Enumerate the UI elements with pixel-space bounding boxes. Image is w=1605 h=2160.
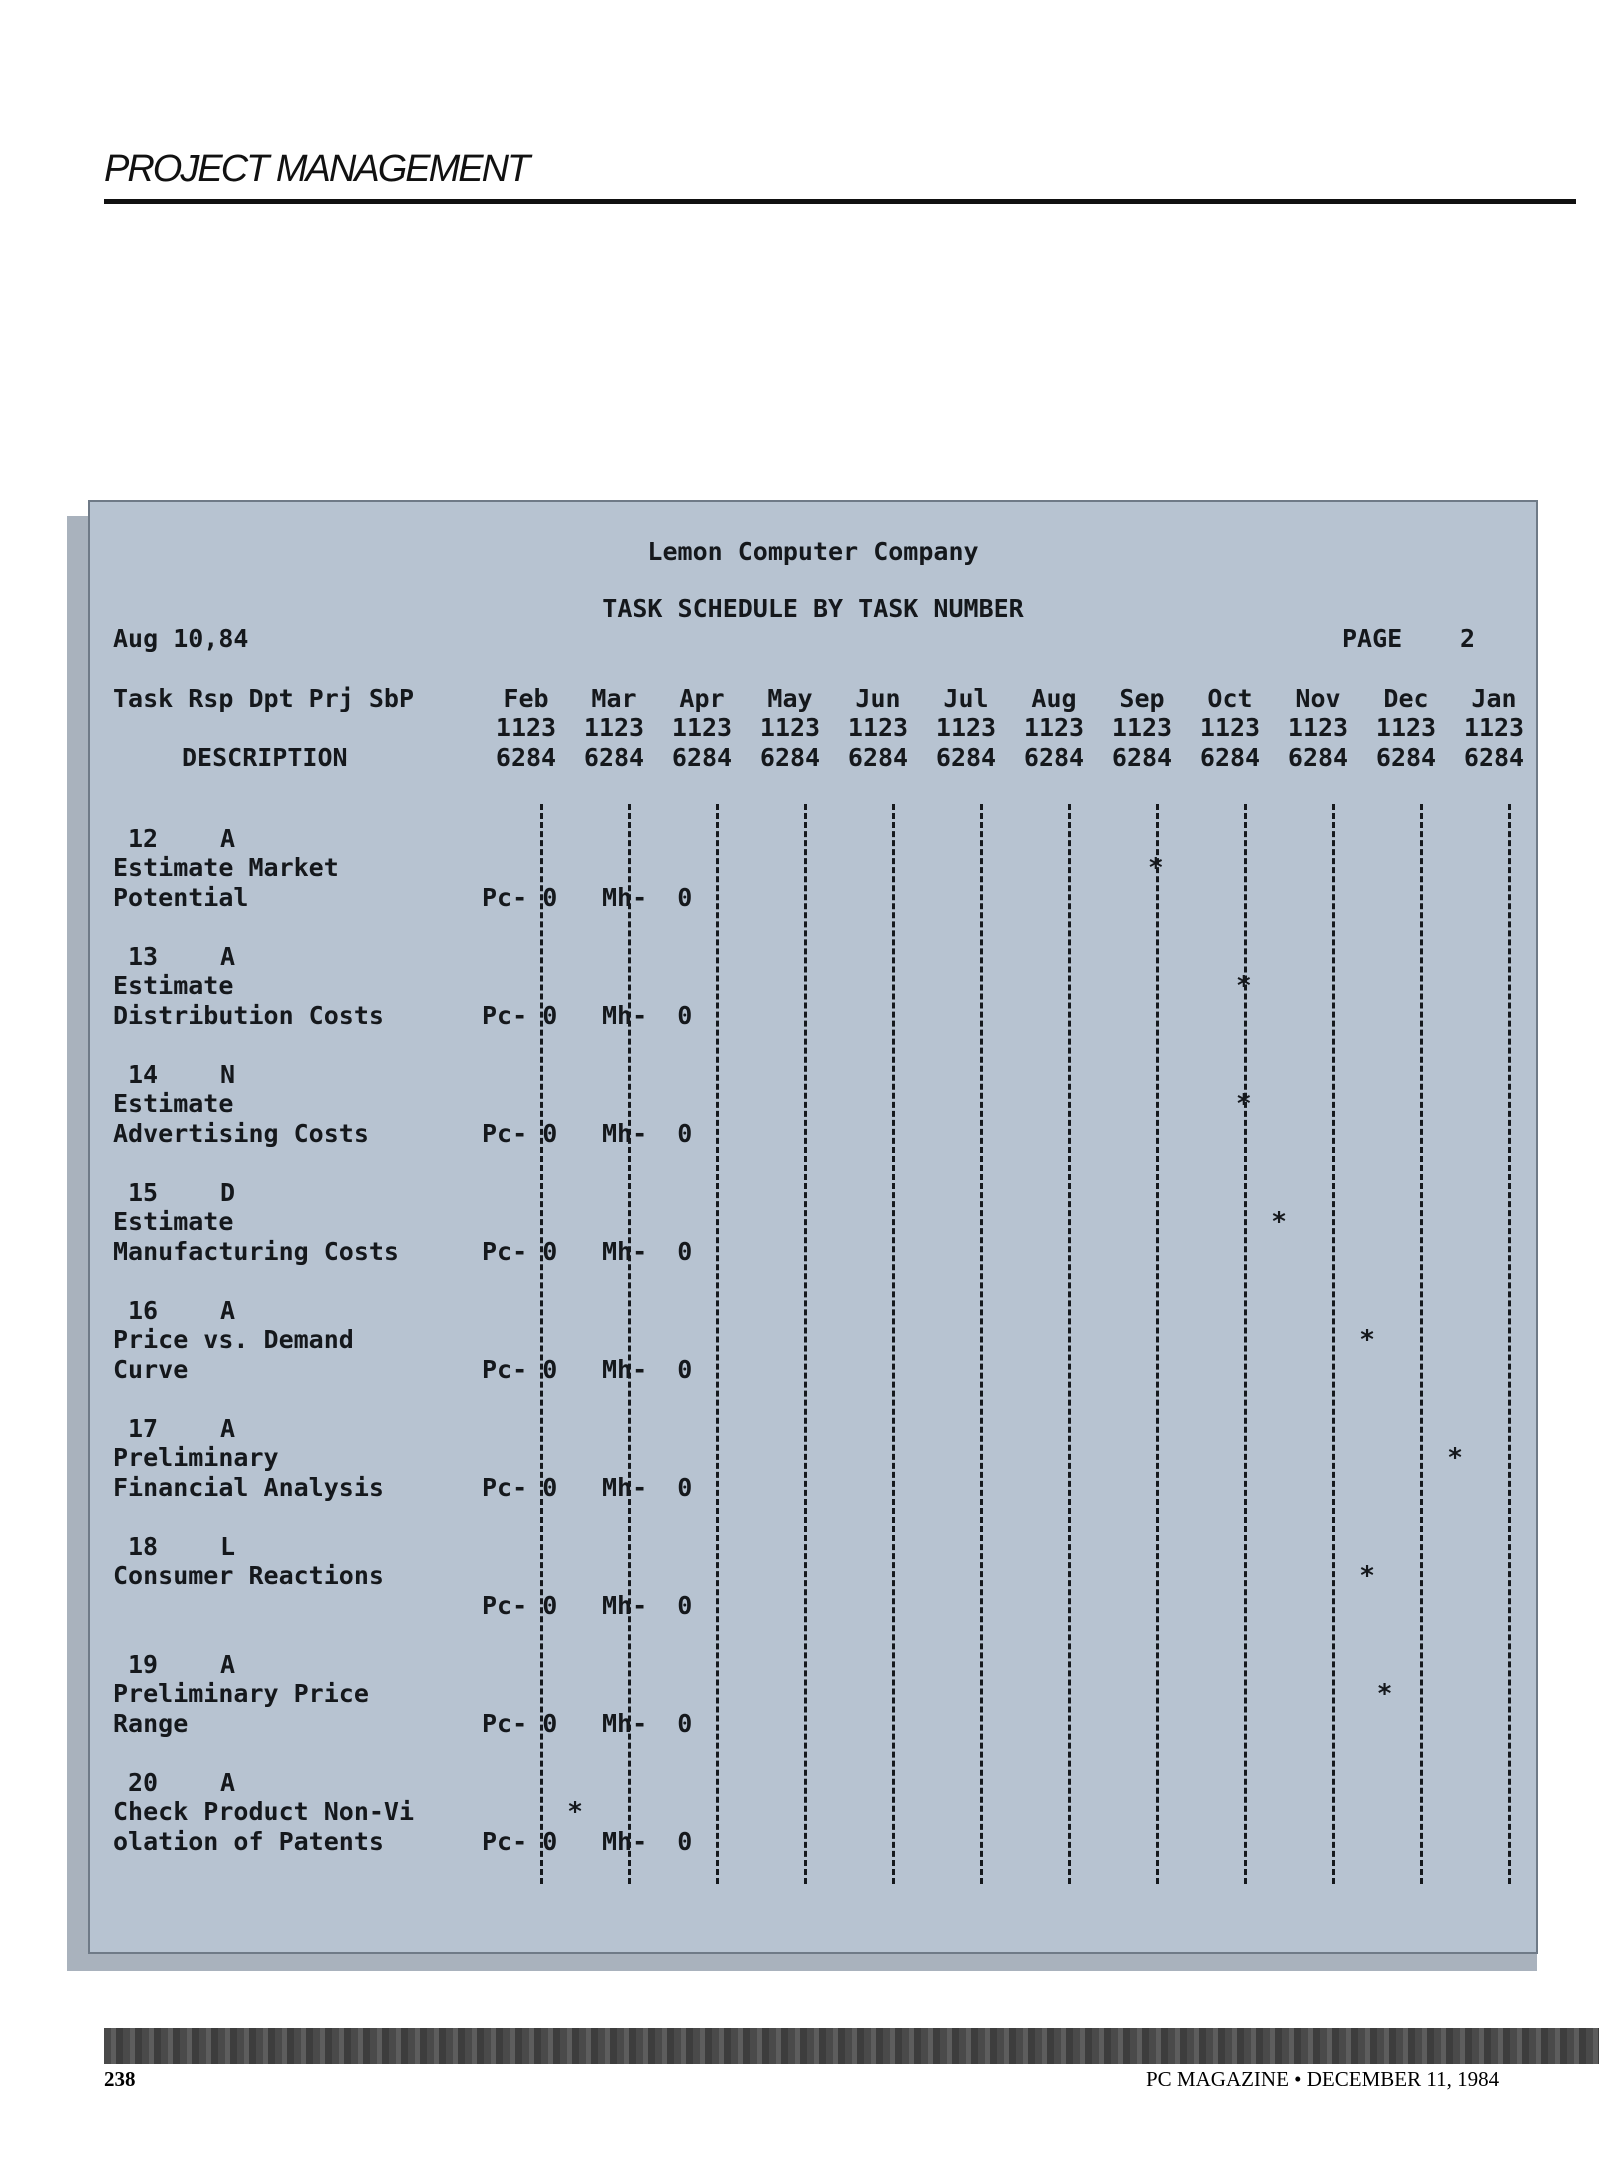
day-row: 6284: [495, 743, 557, 772]
schedule-marker: *: [1236, 1089, 1252, 1119]
month-label: Jun: [855, 684, 901, 713]
month-label: Jul: [943, 684, 989, 713]
schedule-marker: *: [567, 1797, 583, 1827]
task-responsible: A: [220, 1296, 236, 1325]
schedule-marker: *: [1376, 1679, 1393, 1709]
magazine-footer: PC MAGAZINE • DECEMBER 11, 1984: [1146, 2067, 1500, 2091]
task-row: [90, 1512, 1536, 1630]
report-title: TASK SCHEDULE BY TASK NUMBER: [602, 594, 1024, 623]
task-row: [90, 1276, 1536, 1394]
schedule-marker: *: [1236, 971, 1252, 1001]
month-label: Dec: [1383, 684, 1429, 713]
month-label: Nov: [1295, 684, 1341, 713]
week-row: 1123: [935, 713, 997, 742]
task-description-line-1: Consumer Reactions: [113, 1561, 384, 1590]
report-company: Lemon Computer Company: [647, 537, 979, 566]
day-row: 6284: [935, 743, 997, 772]
task-row: [90, 1748, 1536, 1866]
man-hours: Mh- 0: [602, 1473, 693, 1502]
column-header: Task Rsp Dpt Prj SbP: [113, 684, 415, 713]
man-hours: Mh- 0: [602, 1001, 693, 1030]
man-hours: Mh- 0: [602, 1237, 693, 1266]
day-row: 6284: [1023, 743, 1085, 772]
schedule-marker: *: [1359, 1561, 1375, 1591]
week-row: 1123: [583, 713, 645, 742]
percent-complete: Pc- 0: [482, 1709, 558, 1738]
month-label: Aug: [1031, 684, 1077, 713]
task-number: 17: [128, 1414, 159, 1443]
task-number: 13: [128, 942, 159, 971]
task-responsible: D: [220, 1178, 236, 1207]
day-row: 6284: [1287, 743, 1349, 772]
man-hours: Mh- 0: [602, 883, 693, 912]
schedule-marker: *: [1148, 853, 1164, 883]
task-responsible: A: [220, 824, 236, 853]
task-number: 16: [128, 1296, 159, 1325]
task-responsible: A: [220, 1414, 236, 1443]
day-row: 6284: [759, 743, 821, 772]
task-number: 14: [128, 1060, 159, 1089]
week-row: 1123: [759, 713, 821, 742]
man-hours: Mh- 0: [602, 1355, 693, 1384]
title-rule: [104, 199, 1576, 204]
task-description-line-1: Check Product Non-Vi: [113, 1797, 415, 1826]
man-hours: Mh- 0: [602, 1119, 693, 1148]
man-hours: Mh- 0: [602, 1827, 693, 1856]
month-label: May: [767, 684, 813, 713]
percent-complete: Pc- 0: [482, 1001, 558, 1030]
task-row: [90, 1040, 1536, 1158]
percent-complete: Pc- 0: [482, 1355, 558, 1384]
task-responsible: L: [220, 1532, 236, 1561]
man-hours: Mh- 0: [602, 1591, 693, 1620]
day-row: 6284: [1199, 743, 1261, 772]
schedule-marker: *: [1447, 1443, 1463, 1473]
task-description-line-1: Estimate: [113, 1207, 234, 1236]
percent-complete: Pc- 0: [482, 1591, 558, 1620]
schedule-marker: *: [1271, 1207, 1287, 1237]
percent-complete: Pc- 0: [482, 1827, 558, 1856]
week-row: 1123: [1023, 713, 1085, 742]
month-label: Oct: [1207, 684, 1253, 713]
month-label: Sep: [1119, 684, 1165, 713]
task-description-line-1: Estimate: [113, 971, 234, 1000]
month-label: Jan: [1471, 684, 1517, 713]
percent-complete: Pc- 0: [482, 883, 558, 912]
task-description-line-1: Price vs. Demand: [113, 1325, 354, 1354]
task-description-line-1: Preliminary: [113, 1443, 279, 1472]
task-description-line-1: Estimate: [113, 1089, 234, 1118]
week-row: 1123: [495, 713, 557, 742]
task-row: [90, 1394, 1536, 1512]
task-row: [90, 922, 1536, 1040]
task-description-line-2: Curve: [113, 1355, 189, 1384]
task-row: [90, 1158, 1536, 1276]
day-row: 6284: [847, 743, 909, 772]
task-responsible: A: [220, 1768, 236, 1797]
day-row: 6284: [1463, 743, 1525, 772]
day-row: 6284: [1111, 743, 1173, 772]
week-row: 1123: [1287, 713, 1349, 742]
man-hours: Mh- 0: [602, 1709, 693, 1738]
day-row: 6284: [583, 743, 645, 772]
task-description-line-2: Advertising Costs: [113, 1119, 369, 1148]
page-number-footer: 238: [104, 2067, 136, 2091]
task-responsible: A: [220, 942, 236, 971]
description-header: DESCRIPTION: [182, 743, 348, 772]
week-row: 1123: [1199, 713, 1261, 742]
week-row: 1123: [847, 713, 909, 742]
percent-complete: Pc- 0: [482, 1237, 558, 1266]
page-number: 2: [1460, 624, 1476, 653]
report-date: Aug 10,84: [113, 624, 249, 653]
task-row: [90, 804, 1536, 922]
day-row: 6284: [671, 743, 733, 772]
footer-bar: [104, 2028, 1599, 2064]
day-row: 6284: [1375, 743, 1437, 772]
task-number: 18: [128, 1532, 159, 1561]
task-description-line-2: Financial Analysis: [113, 1473, 384, 1502]
task-responsible: A: [220, 1650, 236, 1679]
month-label: Apr: [679, 684, 725, 713]
section-title: PROJECT MANAGEMENT: [104, 148, 529, 190]
percent-complete: Pc- 0: [482, 1119, 558, 1148]
task-description-line-2: olation of Patents: [113, 1827, 384, 1856]
task-number: 12: [128, 824, 159, 853]
month-label: Mar: [591, 684, 637, 713]
task-description-line-1: Estimate Market: [113, 853, 339, 882]
page-label: PAGE: [1342, 624, 1403, 653]
task-number: 15: [128, 1178, 159, 1207]
task-description-line-2: Potential: [113, 883, 249, 912]
task-description-line-2: Manufacturing Costs: [113, 1237, 399, 1266]
week-row: 1123: [1463, 713, 1525, 742]
task-description-line-1: Preliminary Price: [113, 1679, 369, 1708]
week-row: 1123: [671, 713, 733, 742]
month-label: Feb: [503, 684, 549, 713]
task-row: [90, 1630, 1536, 1748]
task-responsible: N: [220, 1060, 236, 1089]
task-description-line-2: Distribution Costs: [113, 1001, 384, 1030]
task-number: 19: [128, 1650, 159, 1679]
week-row: 1123: [1375, 713, 1437, 742]
week-row: 1123: [1111, 713, 1173, 742]
task-schedule-printout: [88, 500, 1538, 1954]
percent-complete: Pc- 0: [482, 1473, 558, 1502]
task-description-line-2: Range: [113, 1709, 189, 1738]
task-number: 20: [128, 1768, 159, 1797]
schedule-marker: *: [1359, 1325, 1375, 1355]
